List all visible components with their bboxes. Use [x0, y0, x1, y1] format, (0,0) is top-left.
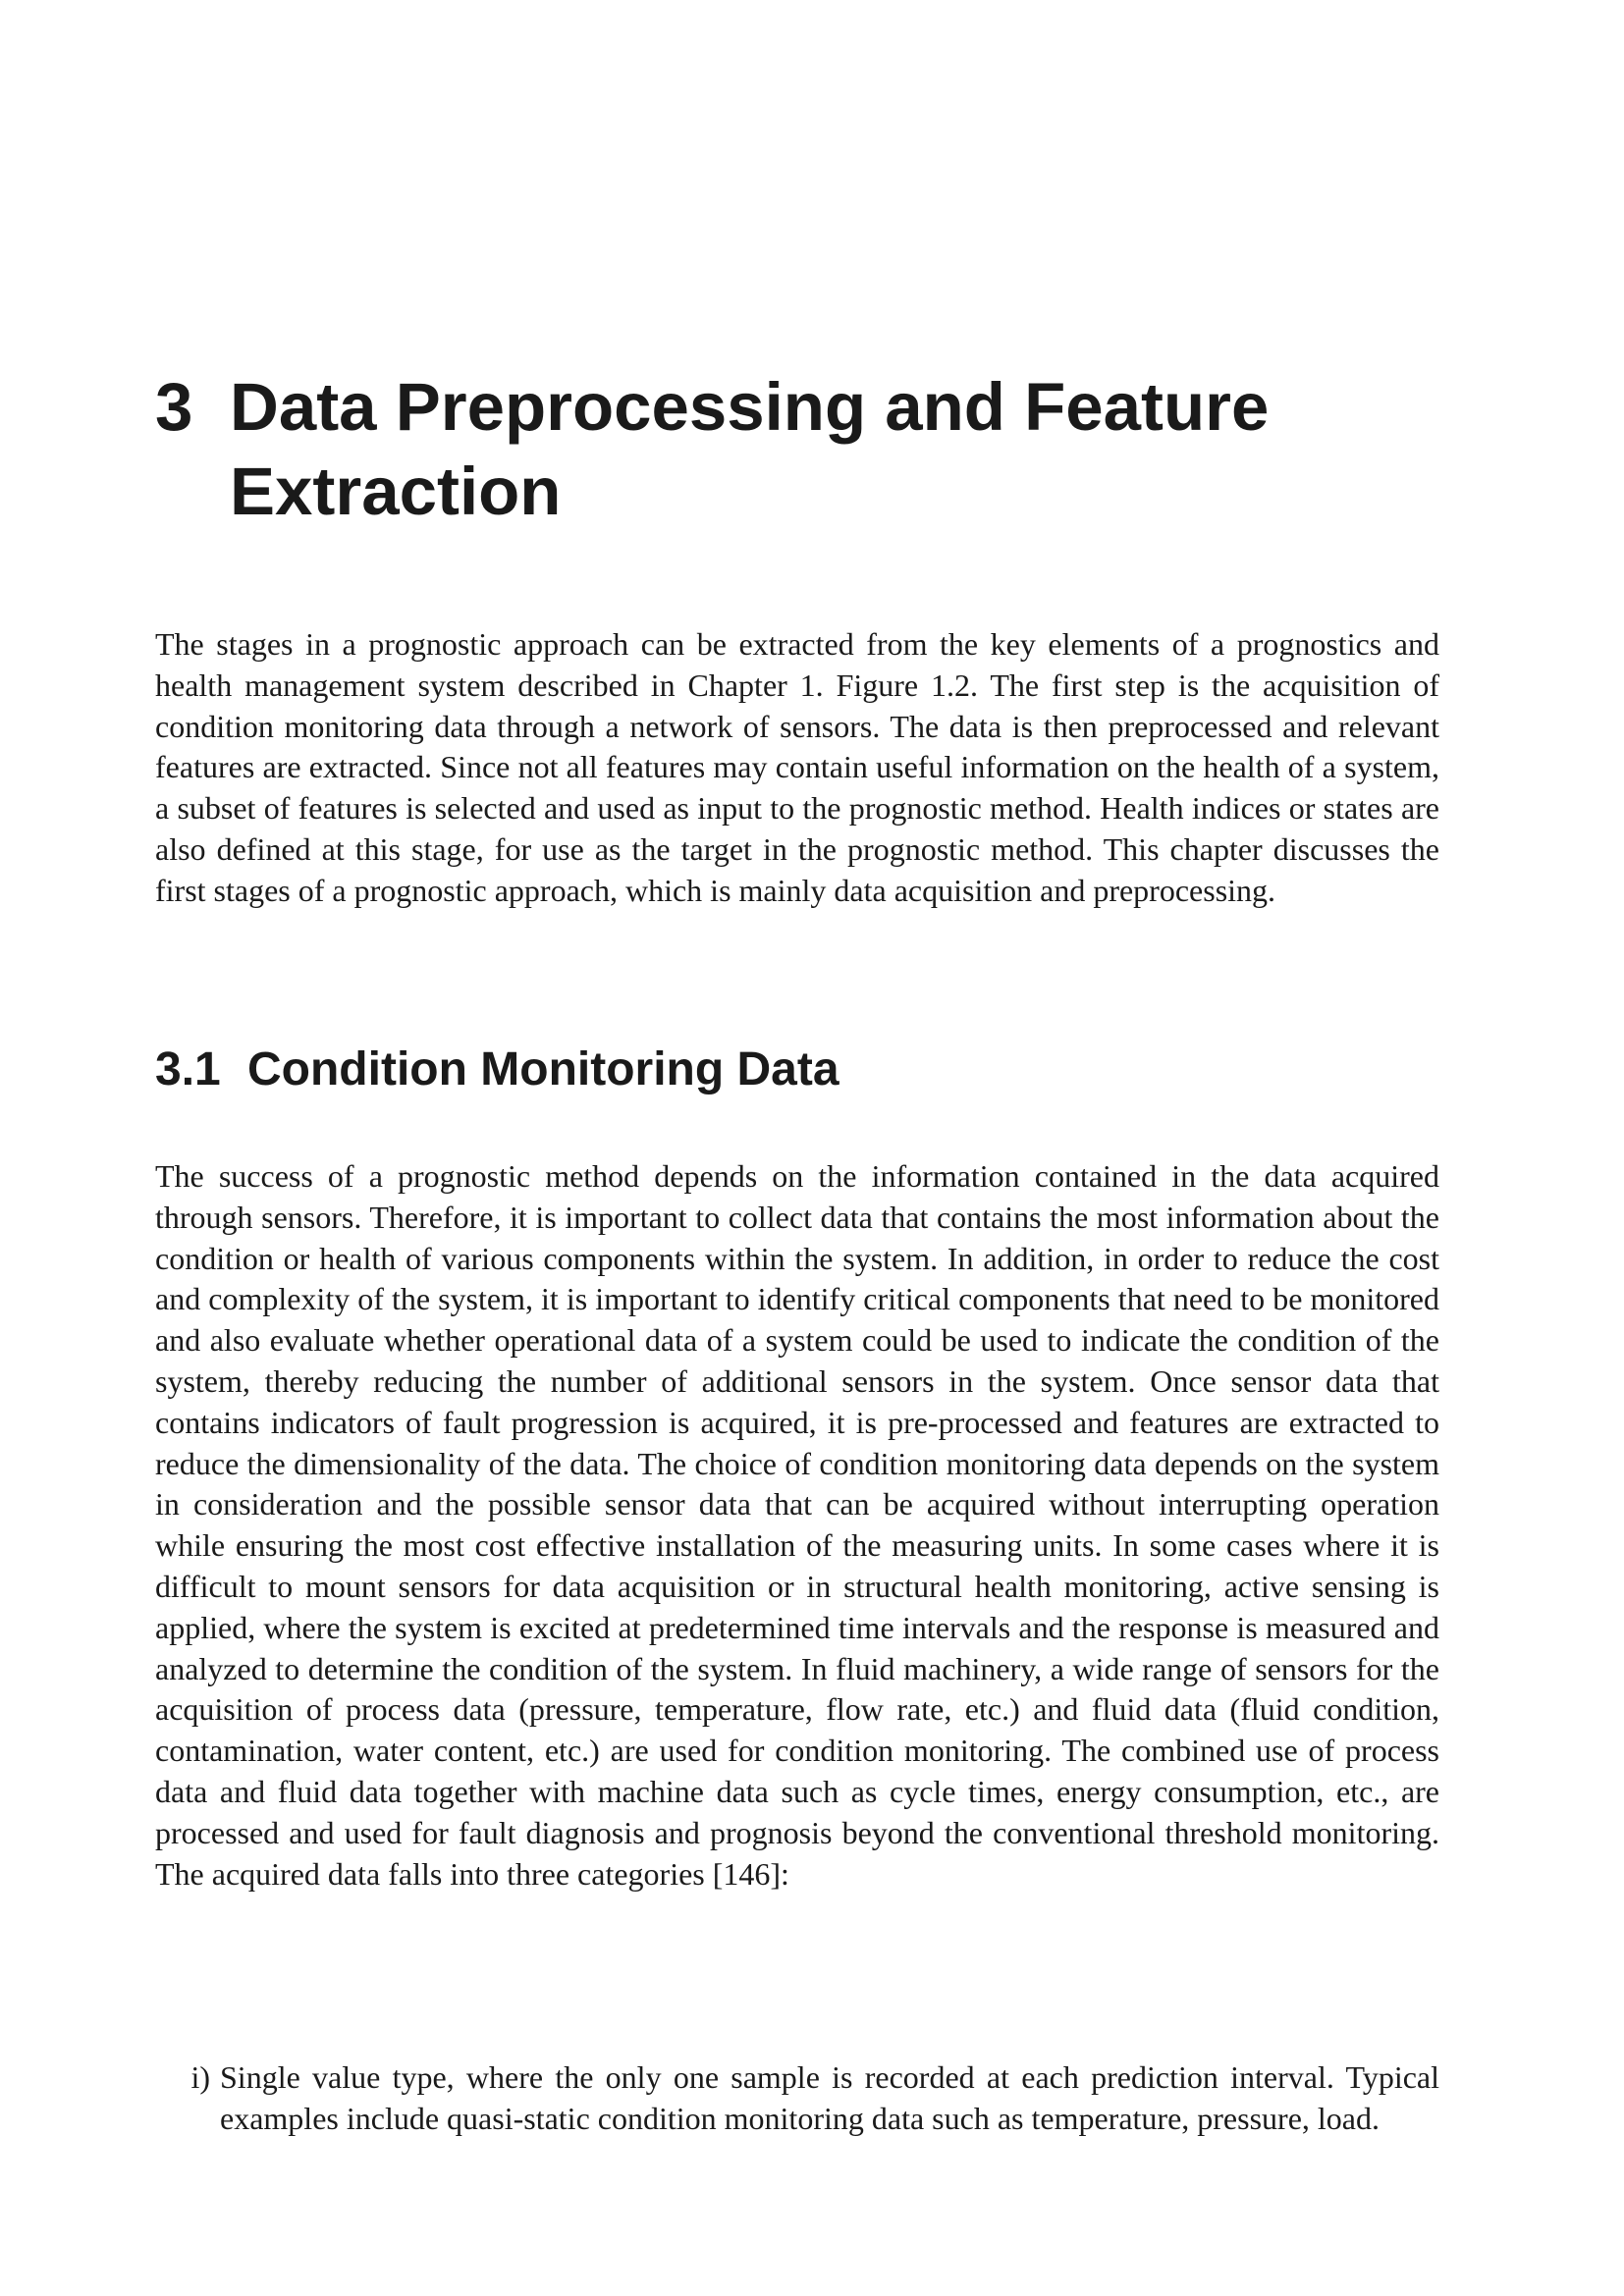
- list-item-text: Single value type, where the only one sample is recorded at each prediction interval. Typical examples include quasi-static condition monitoring data such as temperature, pressure, load.: [220, 2059, 1439, 2136]
- category-list: [155, 2057, 1439, 2140]
- chapter-title-text: Data Preprocessing and Feature Extraction: [230, 369, 1270, 529]
- section-title-text: Condition Monitoring Data: [247, 1043, 839, 1095]
- section-title: [155, 1041, 839, 1099]
- chapter-title: [155, 365, 1439, 534]
- list-item: [155, 2057, 1439, 2140]
- section-paragraph: The success of a prognostic method depends on the information contained in the data acquired through sensors. Therefore, it is important to collect data that contains the most information about the condition or health of various components within the system. In addition, in order to reduce the cost and complexity of the system, it is important to identify critical components that need to be monitored and also evaluate whether operational data of a system could be used to indicate the condition of the system, thereby reducing the number of additional sensors in the system. Once sensor data that contains indicators of fault progression is acquired, it is pre-processed and features are extracted to reduce the dimensionality of the data. The choice of condition monitoring data depends on the system in consideration and the possible sensor data that can be acquired without interrupting operation while ensuring the most cost effective installation of the measuring units. In some cases where it is difficult to mount sensors for data acquisition or in structural health monitoring, active sensing is applied, where the system is excited at predetermined time intervals and the response is measured and analyzed to determine the condition of the system. In fluid machinery, a wide range of sensors for the acquisition of process data (pressure, temperature, flow rate, etc.) and fluid data (fluid condition, contamination, water content, etc.) are used for condition monitoring. The combined use of process data and fluid data together with machine data such as cycle times, energy consumption, etc., are processed and used for fault diagnosis and prognosis beyond the conventional threshold monitoring. The acquired data falls into three categories [146]:: [155, 1158, 1439, 1892]
- chapter-number: 3: [155, 369, 193, 445]
- list-item-marker: i): [190, 2059, 210, 2095]
- intro-paragraph: The stages in a prognostic approach can be extracted from the key elements of a prognostics and health management system described in Chapter 1. Figure 1.2. The first step is the acquisition of condition monitoring data through a network of sensors. The data is then preprocessed and relevant features are extracted. Since not all features may contain useful information on the health of a system, a subset of features is selected and used as input to the prognostic method. Health indices or states are also defined at this stage, for use as the target in the prognostic method. This chapter discusses the first stages of a prognostic approach, which is mainly data acquisition and preprocessing.: [155, 626, 1439, 908]
- section-number: 3.1: [155, 1043, 221, 1095]
